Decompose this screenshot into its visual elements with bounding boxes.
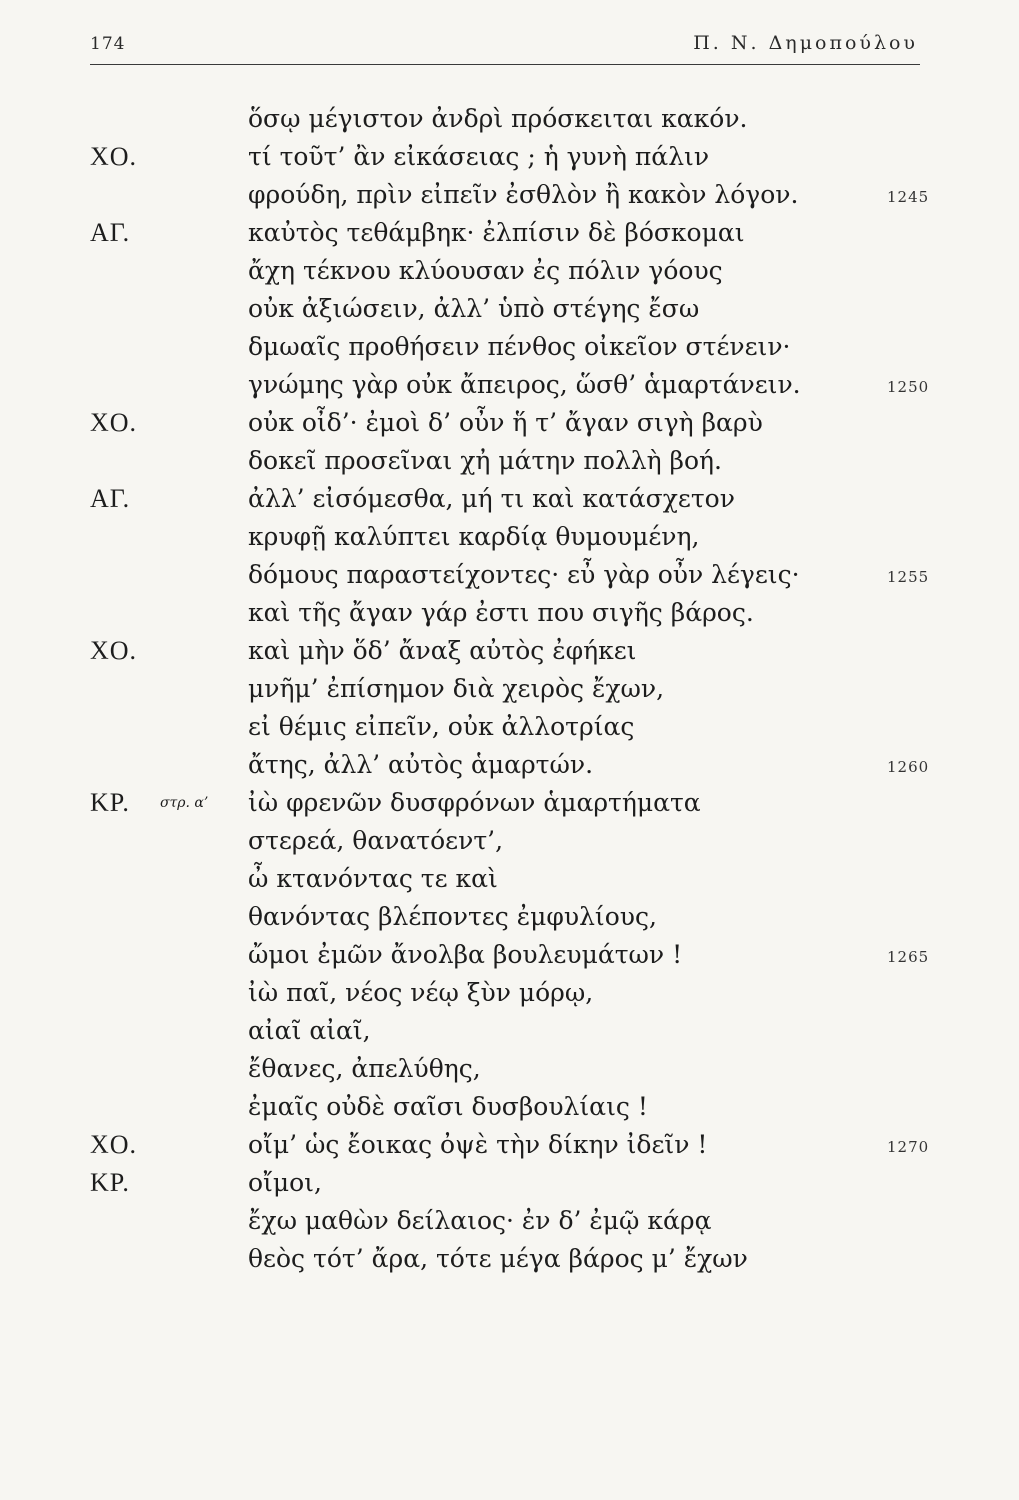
verse-line <box>90 632 950 670</box>
verse-line <box>90 1012 950 1050</box>
verse-line <box>90 898 950 936</box>
verse-line <box>90 442 950 480</box>
verse-text-line: μνῆμ’ ἐπίσημον διὰ χειρὸς ἔχων, <box>248 674 665 703</box>
line-number: 1255 <box>887 568 930 586</box>
verse-line <box>90 708 950 746</box>
verse-line <box>90 1126 950 1164</box>
verse-line <box>90 480 950 518</box>
speaker-label: ΑΓ. <box>90 484 131 513</box>
page-header <box>90 30 920 68</box>
verse-line <box>90 100 950 138</box>
verse-line <box>90 366 950 404</box>
verse-text-line: αἰαῖ αἰαῖ, <box>248 1016 371 1045</box>
verse-line <box>90 670 950 708</box>
speaker-label: ΧΟ. <box>90 1130 138 1159</box>
verse-text-line: ἄχη τέκνου κλύουσαν ἐς πόλιν γόους <box>248 256 723 285</box>
verse-line <box>90 518 950 556</box>
verse-text-line: καὶ μὴν ὅδ’ ἄναξ αὐτὸς ἐφήκει <box>248 636 637 665</box>
verse-line <box>90 784 950 822</box>
verse-text-line: γνώμης γὰρ οὐκ ἄπειρος, ὥσθ’ ἁμαρτάνειν. <box>248 370 801 399</box>
verse-line <box>90 936 950 974</box>
verse-text-line: θανόντας βλέποντες ἐμφυλίους, <box>248 902 657 931</box>
verse-line <box>90 404 950 442</box>
verse-line <box>90 974 950 1012</box>
verse-text-line: οἴμ’ ὡς ἔοικας ὀψὲ τὴν δίκην ἰδεῖν ! <box>248 1130 708 1159</box>
line-number: 1245 <box>887 188 930 206</box>
verse-text-line: καὐτὸς τεθάμβηκ· ἐλπίσιν δὲ βόσκομαι <box>248 218 745 247</box>
verse-text-line: ὦ κτανόντας τε καὶ <box>248 864 498 893</box>
speaker-label: ΚΡ. <box>90 1168 130 1197</box>
speaker-label: ΧΟ. <box>90 408 138 437</box>
verse-line <box>90 252 950 290</box>
speaker-label: ΑΓ. <box>90 218 131 247</box>
verse-text-line: ἰὼ φρενῶν δυσφρόνων ἁμαρτήματα <box>248 788 701 817</box>
verse-line <box>90 822 950 860</box>
speaker-label: ΧΟ. <box>90 636 138 665</box>
verse-line <box>90 176 950 214</box>
verse-text-line: οὐκ ἀξιώσειν, ἀλλ’ ὑπὸ στέγης ἔσω <box>248 294 700 323</box>
verse-line <box>90 290 950 328</box>
verse-text-line: καὶ τῆς ἄγαν γάρ ἐστι που σιγῆς βάρος. <box>248 598 754 627</box>
verse-text-line: ἄτης, ἀλλ’ αὐτὸς ἁμαρτών. <box>248 750 594 779</box>
verse-line <box>90 1164 950 1202</box>
speaker-label: ΧΟ. <box>90 142 138 171</box>
verse-text-line: φρούδη, πρὶν εἰπεῖν ἐσθλὸν ἢ κακὸν λόγον. <box>248 180 799 209</box>
line-number: 1265 <box>887 948 930 966</box>
verse-text-line: δμωαῖς προθήσειν πένθος οἰκεῖον στένειν· <box>248 332 791 361</box>
verse-line <box>90 1202 950 1240</box>
verse-line <box>90 328 950 366</box>
verse-text-line: δόμους παραστείχοντες· εὖ γὰρ οὖν λέγεις· <box>248 560 800 589</box>
line-number: 1270 <box>887 1138 930 1156</box>
verse-text-line: δοκεῖ προσεῖναι χἠ μάτην πολλὴ βοή. <box>248 446 722 475</box>
verse-line <box>90 1088 950 1126</box>
line-number: 1250 <box>887 378 930 396</box>
verse-text <box>90 100 950 1278</box>
verse-line <box>90 556 950 594</box>
verse-text-line: ὤμοι ἐμῶν ἄνολβα βουλευμάτων ! <box>248 940 683 969</box>
verse-text-line: ἰὼ παῖ, νέος νέῳ ξὺν μόρῳ, <box>248 978 594 1007</box>
verse-text-line: ὅσῳ μέγιστον ἀνδρὶ πρόσκειται κακόν. <box>248 104 748 133</box>
verse-text-line: ἔχω μαθὼν δείλαιος· ἐν δ’ ἐμῷ κάρᾳ <box>248 1206 712 1235</box>
verse-text-line: τί τοῦτ’ ἂν εἰκάσειας ; ἡ γυνὴ πάλιν <box>248 142 710 171</box>
verse-text-line: οὐκ οἶδ’· ἐμοὶ δ’ οὖν ἥ τ’ ἄγαν σιγὴ βαρὺ <box>248 408 763 437</box>
verse-line <box>90 138 950 176</box>
verse-text-line: στερεά, θανατόεντ’, <box>248 826 504 855</box>
verse-line <box>90 594 950 632</box>
verse-line <box>90 1050 950 1088</box>
verse-text-line: θεὸς τότ’ ἄρα, τότε μέγα βάρος μ’ ἔχων <box>248 1244 748 1273</box>
verse-text-line: κρυφῇ καλύπτει καρδίᾳ θυμουμένη, <box>248 522 700 551</box>
verse-text-line: οἴμοι, <box>248 1168 322 1197</box>
strophe-marker: στρ. α’ <box>160 795 209 811</box>
verse-line <box>90 1240 950 1278</box>
verse-text-line: ἀλλ’ εἰσόμεσθα, μή τι καὶ κατάσχετον <box>248 484 735 513</box>
verse-text-line: εἰ θέμις εἰπεῖν, οὐκ ἀλλοτρίας <box>248 712 635 741</box>
page-number: 174 <box>90 34 126 54</box>
verse-text-line: ἐμαῖς οὐδὲ σαῖσι δυσβουλίαις ! <box>248 1092 648 1121</box>
header-rule <box>90 64 920 65</box>
running-title: Π. Ν. Δημοπούλου <box>693 32 918 54</box>
verse-line <box>90 214 950 252</box>
verse-line <box>90 746 950 784</box>
line-number: 1260 <box>887 758 930 776</box>
verse-line <box>90 860 950 898</box>
speaker-label: ΚΡ. <box>90 788 130 817</box>
verse-text-line: ἔθανες, ἀπελύθης, <box>248 1054 481 1083</box>
